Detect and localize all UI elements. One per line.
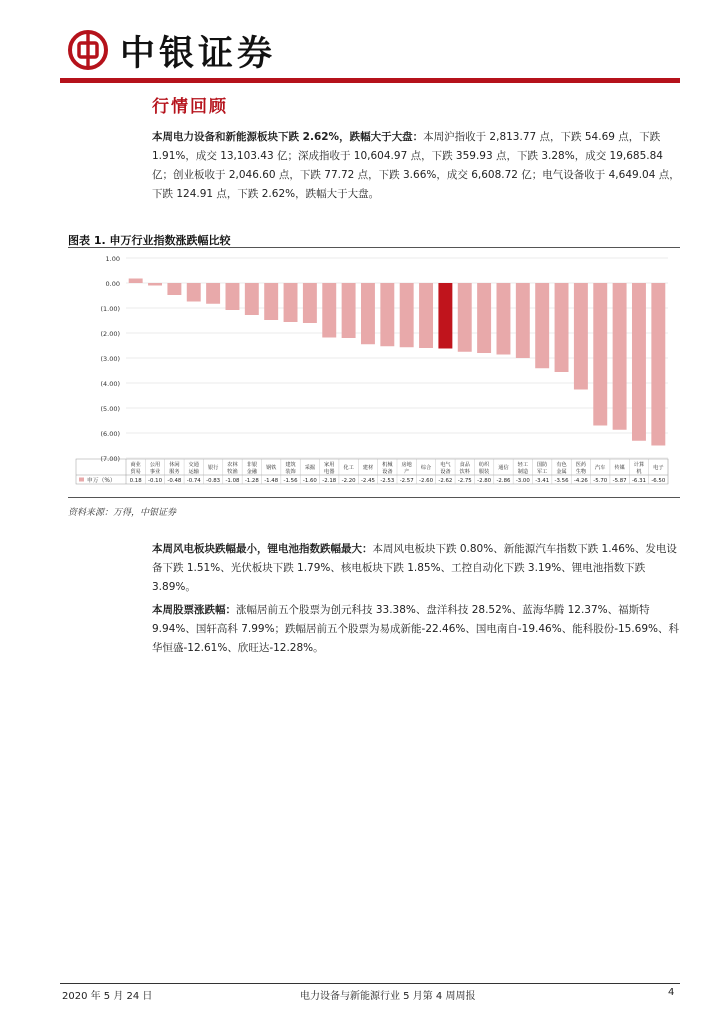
- y-tick-label: (7.00): [100, 455, 120, 463]
- bar: [225, 283, 239, 310]
- x-tick-label: 交通运输: [188, 462, 199, 475]
- bar: [593, 283, 607, 426]
- chart-source: 资料来源：万得，中银证券: [68, 508, 177, 518]
- chart-bottom-rule: [68, 497, 680, 498]
- x-tick-label: 非银金融: [246, 462, 258, 475]
- report-header: [60, 22, 680, 82]
- data-label: -1.28: [244, 478, 259, 484]
- x-tick-label: 公用事业: [149, 462, 161, 475]
- paragraph-lead: 本周电力设备和新能源板块下跌 2.62%，跌幅大于大盘：: [152, 131, 424, 143]
- y-tick-label: (1.00): [100, 305, 120, 313]
- bar: [477, 283, 491, 353]
- paragraph-market-review: [152, 128, 682, 204]
- y-tick-label: (2.00): [100, 330, 120, 338]
- paragraph-body: 本周沪指收于 2,813.77 点，下跌 54.69 点，下跌 1.91%，成交 13,103.43 亿；深成指收于 10,604.97 点，下跌 359.93 点，下跌 3.28%，成交 19,685.84 亿；创业板收于 2,046.60 点，下跌 77.72 点，下跌 3.66%，成交 6,608.72 亿；电气设备收于 4,649.04 点，下跌 124.91 点，下跌 2.62%，跌幅大于大盘。: [152, 131, 680, 200]
- chart-title: 图表 1. 申万行业指数涨跌幅比较: [68, 234, 231, 247]
- bar: [264, 283, 278, 320]
- x-tick-label: 建材: [362, 465, 374, 471]
- x-tick-label: 计算机: [633, 462, 645, 475]
- bar: [535, 283, 549, 368]
- x-tick-label: 传媒: [614, 465, 625, 471]
- bar: [129, 279, 143, 284]
- footer-date: 2020 年 5 月 24 日: [62, 991, 153, 1002]
- x-tick-label: 食品饮料: [459, 462, 470, 475]
- x-tick-label: 钢铁: [265, 465, 277, 471]
- x-tick-label: 采掘: [304, 465, 316, 471]
- x-tick-label: 建筑装饰: [285, 462, 296, 475]
- y-tick-label: (6.00): [100, 430, 120, 438]
- bar: [496, 283, 510, 355]
- y-tick-label: 1.00: [105, 255, 120, 263]
- bar: [322, 283, 336, 338]
- data-label: -1.08: [225, 478, 240, 484]
- paragraph-lead: 本周股票涨跌幅：: [152, 604, 236, 616]
- paragraph-stock-movers: [152, 601, 682, 658]
- y-tick-label: (5.00): [100, 405, 120, 413]
- bar: [651, 283, 665, 446]
- data-label: -0.48: [167, 478, 182, 484]
- data-label: -2.75: [457, 478, 472, 484]
- x-tick-label: 电气设备: [440, 462, 451, 475]
- data-label: -2.57: [399, 478, 414, 484]
- x-tick-label: 农林牧渔: [227, 462, 238, 475]
- data-label: -2.80: [477, 478, 492, 484]
- industry-index-bar-chart: [68, 248, 680, 496]
- bar: [613, 283, 627, 430]
- x-tick-label: 轻工制造: [517, 462, 529, 475]
- bar: [438, 283, 452, 349]
- data-label: -3.00: [515, 478, 530, 484]
- bar: [206, 283, 220, 304]
- bar: [148, 283, 162, 286]
- data-label: -6.31: [631, 478, 646, 484]
- section-title: 行情回顾: [152, 97, 228, 117]
- x-tick-label: 综合: [420, 465, 432, 471]
- data-label: -0.83: [206, 478, 221, 484]
- data-label: -3.56: [554, 478, 569, 484]
- chart-bars: [129, 279, 666, 446]
- brand-name: 中银证券: [120, 33, 277, 74]
- page-number: 4: [668, 987, 675, 998]
- data-label: -2.45: [360, 478, 375, 484]
- x-tick-label: 家用电器: [324, 462, 335, 475]
- x-tick-label: 商业贸易: [130, 462, 141, 475]
- data-label: -0.10: [148, 478, 163, 484]
- x-tick-label: 电子: [653, 465, 664, 471]
- x-tick-label: 汽车: [595, 465, 606, 471]
- bar: [361, 283, 375, 344]
- data-label: -6.50: [651, 478, 666, 484]
- bar: [342, 283, 356, 338]
- data-table: [76, 459, 668, 484]
- x-tick-label: 化工: [343, 465, 354, 471]
- x-tick-label: 银行: [207, 465, 219, 471]
- data-label: -2.86: [496, 478, 511, 484]
- legend-swatch: [79, 478, 84, 482]
- x-tick-label: 房地产: [401, 462, 412, 475]
- bar: [284, 283, 298, 322]
- x-tick-label: 国防军工: [536, 462, 548, 475]
- legend-label: 申万（%）: [87, 478, 116, 484]
- data-label: -2.60: [419, 478, 434, 484]
- bar: [458, 283, 472, 352]
- footer-report-title: 电力设备与新能源行业 5 月第 4 周周报: [300, 991, 476, 1002]
- data-label: -0.74: [186, 478, 201, 484]
- x-tick-label: 机械设备: [382, 462, 393, 475]
- data-label: -1.60: [302, 478, 317, 484]
- x-tick-label: 休闲服务: [169, 462, 180, 475]
- bar: [380, 283, 394, 346]
- bar: [419, 283, 433, 348]
- header-divider: [60, 78, 680, 83]
- y-axis-labels: [100, 255, 120, 463]
- paragraph-sector-performance: [152, 540, 682, 597]
- bar: [303, 283, 317, 323]
- bar: [245, 283, 259, 315]
- paragraph-body: 涨幅居前五个股票为创元科技 33.38%、盘洋科技 28.52%、蓝海华腾 12.37%、福斯特 9.94%、国轩高科 7.99%；跌幅居前五个股票为易成新能-22.46%、国电南自-19.46%、能科股份-15.69%、科华恒盛-12.61%、欣旺达-12.28%。: [152, 604, 680, 654]
- bar: [187, 283, 201, 302]
- data-label: -2.18: [322, 478, 337, 484]
- footer-divider: [60, 983, 680, 984]
- data-label: -2.20: [341, 478, 356, 484]
- data-label: -1.56: [283, 478, 298, 484]
- data-label: -5.87: [612, 478, 627, 484]
- data-label: -2.53: [380, 478, 395, 484]
- data-label: 0.18: [129, 478, 142, 484]
- y-tick-label: (4.00): [100, 380, 120, 388]
- bar: [632, 283, 646, 441]
- paragraph-lead: 本周风电板块跌幅最小，锂电池指数跌幅最大：: [152, 543, 373, 555]
- data-label: -1.48: [264, 478, 279, 484]
- bank-logo-icon: [68, 30, 108, 70]
- data-label: -2.62: [438, 478, 453, 484]
- bar: [167, 283, 181, 295]
- data-label: -4.26: [573, 478, 588, 484]
- data-label: -3.41: [535, 478, 550, 484]
- x-tick-label: 医药生物: [575, 462, 587, 475]
- y-tick-label: 0.00: [105, 280, 120, 288]
- paragraph-body: 本周风电板块下跌 0.80%、新能源汽车指数下跌 1.46%、发电设备下跌 1.51%、光伏板块下跌 1.79%、核电板块下跌 1.85%、工控自动化下跌 3.19%、锂电池指数下跌 3.89%。: [152, 543, 677, 593]
- y-tick-label: (3.00): [100, 355, 120, 363]
- x-tick-label: 有色金属: [556, 462, 567, 475]
- x-tick-label: 通信: [498, 465, 509, 471]
- bar: [574, 283, 588, 390]
- bar: [555, 283, 569, 372]
- bar: [516, 283, 530, 358]
- bar: [400, 283, 414, 347]
- x-tick-label: 纺织服装: [478, 462, 490, 475]
- data-label: -5.70: [593, 478, 608, 484]
